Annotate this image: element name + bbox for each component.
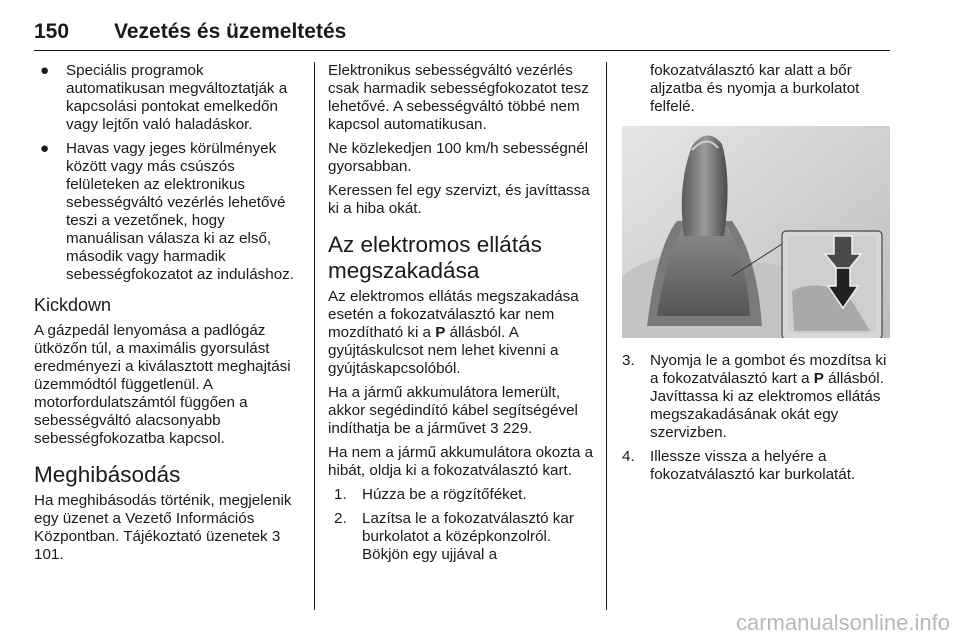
page-ref-icon[interactable]: 3	[271, 528, 281, 545]
gear-selector-illustration	[622, 126, 890, 338]
section-heading-power-loss: Az elektromos ellátás megszakadása	[328, 232, 542, 283]
page-ref-link[interactable]: 101.	[34, 546, 64, 563]
step-number: 4.	[622, 448, 635, 465]
gear-p-label: P	[813, 370, 824, 387]
step-text-part: állásból. Javíttassa ki az elektromos ellátás megszakadásának okát egy szervizben.	[650, 370, 884, 441]
column-1	[34, 62, 302, 570]
step-text	[650, 352, 886, 441]
watermark: carmanualsonline.info	[735, 610, 950, 635]
gear-selector-photo	[622, 126, 890, 338]
step-text: Lazítsa le a fokozatválasztó kar burkolatot a középkonzolról. Bökjön egy ujjával a	[362, 510, 574, 563]
paragraph-text: Ha a jármű akkumulátora lemerült, akkor segédindító kábel segítségével indíthatja be a járművet	[328, 384, 578, 437]
paragraph: Elektronikus sebességváltó vezérlés csak harmadik sebességfokozatot tesz lehetővé. A sebességváltó többé nem kapcsol automatikusan.	[328, 62, 589, 133]
step-text-part: Nyomja le a gombot és mozdítsa ki a fokozatválasztó kart a	[650, 352, 887, 387]
step-text: Húzza be a rögzítőféket.	[362, 486, 527, 503]
paragraph-text: Az elektromos ellátás megszakadása esetén a fokozatválasztó kar nem mozdítható ki a	[328, 288, 579, 341]
list-item	[34, 62, 302, 134]
paragraph	[328, 288, 594, 378]
page-ref-link[interactable]: 229.	[502, 420, 533, 437]
column-divider	[314, 62, 315, 610]
chapter-title: Vezetés és üzemeltetés	[114, 20, 347, 43]
paragraph	[328, 384, 594, 438]
gear-p-label: P	[435, 324, 446, 341]
paragraph: Keressen fel egy szervizt, és javíttassa ki a hiba okát.	[328, 182, 590, 217]
paragraph: Ne közlekedjen 100 km/h sebességnél gyorsabban.	[328, 140, 589, 175]
column-2	[328, 62, 594, 570]
paragraph: Ha nem a jármű akkumulátora okozta a hibát, oldja ki a fokozatválasztó kart.	[328, 444, 594, 479]
column-divider	[606, 62, 607, 610]
step-number: 3.	[622, 352, 635, 369]
step-number: 1.	[334, 486, 347, 503]
fault-paragraph	[34, 492, 302, 564]
step-number: 2.	[334, 510, 347, 527]
section-heading-kickdown: Kickdown	[34, 295, 112, 315]
list-item	[34, 140, 302, 284]
column-3	[622, 62, 890, 490]
fault-text: Ha meghibásodás történik, megjelenik egy üzenet a Vezető Információs Központban. Tájékoztató üzenetek	[34, 492, 292, 545]
step-continuation: fokozatválasztó kar alatt a bőr aljzatba és nyomja a burkolatot felfelé.	[650, 62, 860, 115]
step-item	[622, 448, 890, 484]
step-item	[334, 510, 594, 564]
page-number: 150	[34, 20, 70, 43]
step-item	[622, 352, 890, 442]
bullet-text: Havas vagy jeges körülmények között vagy más csúszós felületeken az elektronikus sebességváltó vezérlés lehetővé teszi a vezetőnek, hogy manuálisan válasza ki az első, második vagy harmadik sebességfokozatot az induláshoz.	[66, 140, 294, 283]
step-item	[334, 486, 594, 504]
page-ref-icon[interactable]: 3	[490, 420, 499, 437]
page-header	[34, 20, 890, 51]
bullet-text: Speciális programok automatikusan megváltoztatják a kapcsolási pontokat emelkedőn vagy lejtőn való haladáskor.	[66, 62, 288, 133]
bullet-icon: ●	[40, 140, 50, 157]
section-heading-fault: Meghibásodás	[34, 462, 181, 487]
step-text: Illessze vissza a helyére a fokozatválasztó kar burkolatát.	[650, 448, 856, 483]
kickdown-text: A gázpedál lenyomása a padlógáz ütközőn túl, a maximális gyorsulást eredményezi a kiválasztott meghajtási üzemmódtól függetlenül. A motorfordulatszámtól függően a sebességváltó alacsonyabb sebességfokozatba kapcsol.	[34, 322, 291, 447]
bullet-icon: ●	[40, 62, 50, 79]
paragraph-text: állásból. A gyújtáskulcsot nem lehet kivenni a gyújtáskapcsolóból.	[328, 324, 559, 377]
